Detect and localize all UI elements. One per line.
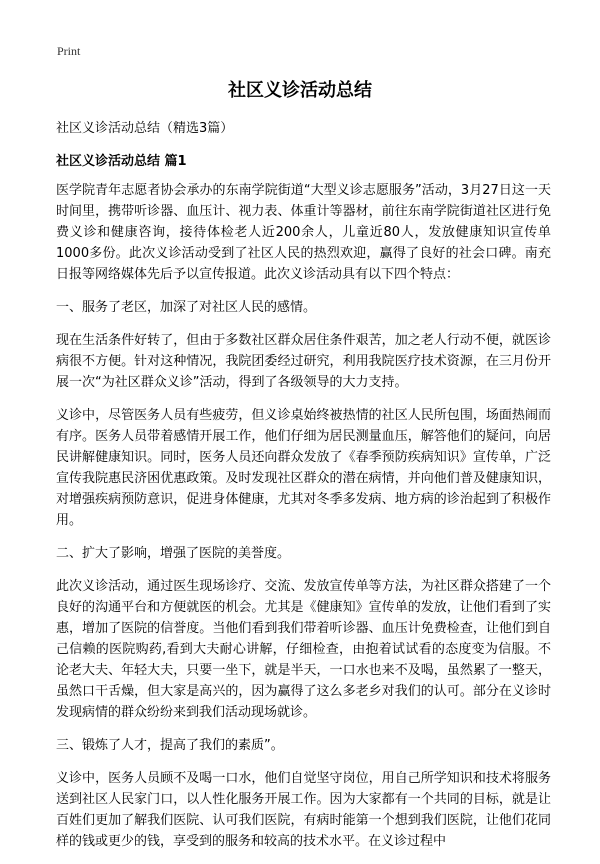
paragraph-point-1b: 义诊中，尽管医务人员有些疲劳，但义诊桌始终被热情的社区人民所包围，场面热闹而有序。医务人员带着感情开展工作，他们仔细为居民测量血压，解答他们的疑问，向居民讲解健康知识。同时，医务人员还向群众发放了《春季预防疾病知识》宣传单，广泛宣传我院惠民济困优惠政策。及时发现社区群众的潜在病情，并向他们普及健康知识，对增强疾病预防意识，促进身体健康，尤其对冬季多发病、地方病的诊治起到了积极作用。 — [56, 408, 551, 528]
paragraph-point-2: 此次义诊活动，通过医生现场诊疗、交流、发放宣传单等方法，为社区群众搭建了一个良好的沟通平台和方便就医的机会。尤其是《健康知》宣传单的发放，让他们看到了实惠，增加了医院的信誉度。当他们看到我们带着听诊器、血压计免费检查，让他们到自己信赖的医院购药,看到大夫耐心讲解，仔细检查，由抱着试试看的态度变为信服。不论老大夫、年轻大夫，只要一坐下，就是半天，一口水也来不及喝，虽然累了一整天，虽然口干舌燥，但大家是高兴的，因为赢得了这么多老乡对我们的认可。部分在义诊时发现病情的群众纷纷来到我们活动现场就诊。 — [56, 579, 551, 720]
paragraph-point-1a: 现在生活条件好转了，但由于多数社区群众居住条件艰苦，加之老人行动不便，就医诊病很不方便。针对这种情况，我院团委经过研究，利用我院医疗技术资源，在三月份开展一次“为社区群众义诊”活动，得到了各级领导的大力支持。 — [56, 333, 551, 390]
point-heading-1: 一、服务了老区，加深了对社区人民的感情。 — [56, 300, 317, 315]
section-title: 社区义诊活动总结 篇1 — [56, 154, 187, 169]
print-link[interactable]: Print — [57, 44, 81, 58]
paragraph-point-3: 义诊中，医务人员顾不及喝一口水，他们自觉坚守岗位，用自己所学知识和技术将服务送到社区人民家门口，以人性化服务开展工作。因为大家都有一个共同的目标，就是让百姓们更加了解我们医院、认可我们医院，有病时能第一个想到我们医院，让他们花同样的钱或更少的钱，享受到的服务和较高的技术水平。在义诊过程中 — [56, 771, 551, 849]
point-heading-2: 二、扩大了影响，增强了医院的美誉度。 — [56, 546, 291, 561]
document-title: 社区义诊活动总结 — [228, 80, 372, 101]
paragraph-intro: 医学院青年志愿者协会承办的东南学院街道“大型义诊志愿服务”活动，3月27日这一天时间里，携带听诊器、血压计、视力表、体重计等器材，前往东南学院街道社区进行免费义诊和健康咨询，接待体检老人近200余人，儿童近80人，发放健康知识宣传单1000多份。此次义诊活动受到了社区人民的热烈欢迎，赢得了良好的社会口碑。南充日报等网络媒体先后予以宣传报道。此次义诊活动具有以下四个特点： — [56, 183, 551, 282]
document-body — [56, 118, 551, 864]
document-subtitle: 社区义诊活动总结（精选3篇） — [56, 121, 234, 136]
point-heading-3: 三、锻炼了人才，提高了我们的素质”。 — [56, 738, 284, 753]
